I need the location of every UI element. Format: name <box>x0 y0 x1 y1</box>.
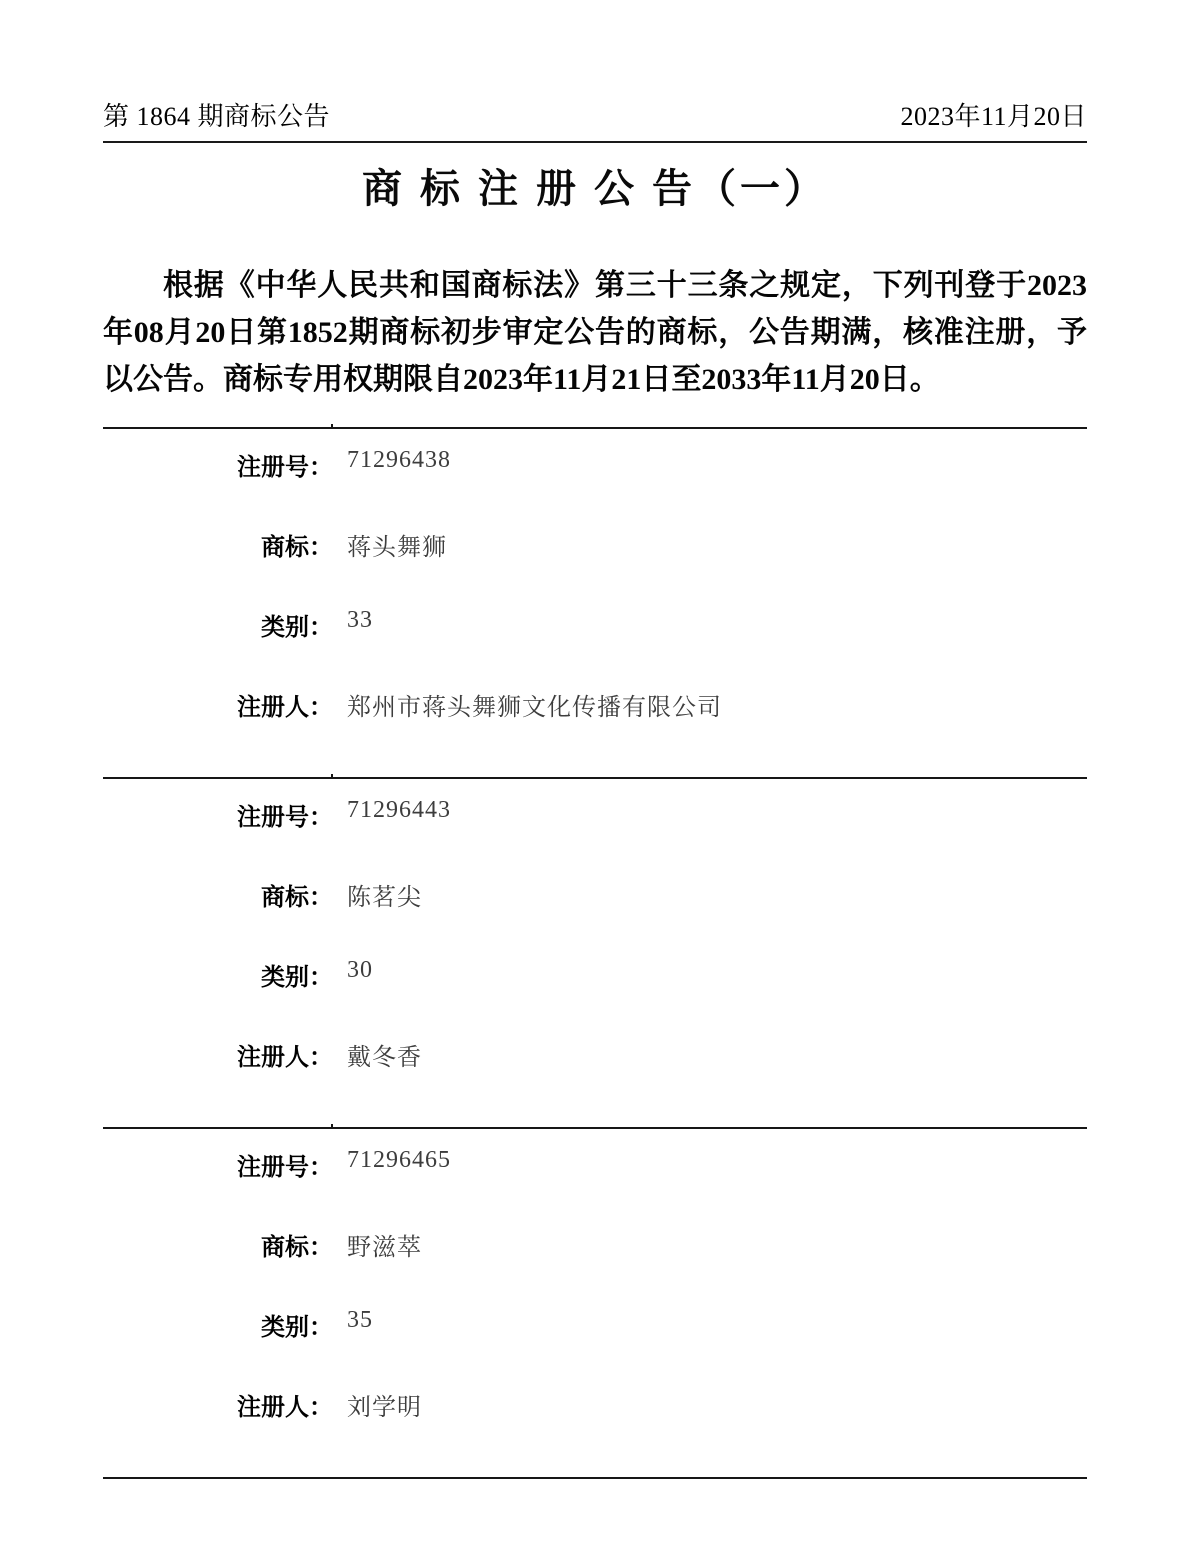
registrant-row <box>103 1037 1087 1117</box>
trademark-entries <box>103 427 1087 1479</box>
class-label: 类别： <box>261 1315 333 1341</box>
registration-number-row <box>103 797 1087 877</box>
class-row <box>103 607 1087 687</box>
registrant-label: 注册人： <box>237 695 333 721</box>
trademark-name-row <box>103 877 1087 957</box>
trademark-name-label: 商标： <box>261 885 333 911</box>
trademark-name-label: 商标： <box>261 535 333 561</box>
header-divider <box>103 141 1087 143</box>
registrant-value: 刘学明 <box>347 1395 422 1421</box>
trademark-entry <box>103 427 1087 777</box>
registrant-label: 注册人： <box>237 1395 333 1421</box>
registrant-label: 注册人： <box>237 1045 333 1071</box>
class-label: 类别： <box>261 965 333 991</box>
class-value: 30 <box>347 957 373 983</box>
issue-number: 第 1864 期商标公告 <box>103 102 331 131</box>
class-label: 类别： <box>261 615 333 641</box>
class-row <box>103 1307 1087 1387</box>
bottom-divider <box>103 1477 1087 1479</box>
class-row <box>103 957 1087 1037</box>
registration-number-label: 注册号： <box>237 1155 333 1181</box>
class-value: 33 <box>347 607 373 633</box>
page-title: 商 标 注 册 公 告（一） <box>362 166 828 211</box>
registrant-value: 郑州市蒋头舞狮文化传播有限公司 <box>347 695 722 721</box>
trademark-entry <box>103 1127 1087 1477</box>
trademark-name-value: 野滋萃 <box>347 1235 422 1261</box>
registration-number-value: 71296443 <box>347 797 451 823</box>
registration-number-value: 71296438 <box>347 447 451 473</box>
registration-number-label: 注册号： <box>237 455 333 481</box>
publication-date: 2023年11月20日 <box>900 102 1087 131</box>
registration-number-value: 71296465 <box>347 1147 451 1173</box>
class-value: 35 <box>347 1307 373 1333</box>
trademark-name-label: 商标： <box>261 1235 333 1261</box>
trademark-name-row <box>103 1227 1087 1307</box>
registrant-row <box>103 687 1087 767</box>
running-header <box>103 96 1087 141</box>
trademark-name-value: 蒋头舞狮 <box>347 535 447 561</box>
registration-number-label: 注册号： <box>237 805 333 831</box>
registration-number-row <box>103 447 1087 527</box>
trademark-name-row <box>103 527 1087 607</box>
trademark-name-value: 陈茗尖 <box>347 885 422 911</box>
registrant-row <box>103 1387 1087 1467</box>
registration-number-row <box>103 1147 1087 1227</box>
registrant-value: 戴冬香 <box>347 1045 422 1071</box>
trademark-entry <box>103 777 1087 1127</box>
intro-paragraph: 根据《中华人民共和国商标法》第三十三条之规定，下列刊登于2023年08月20日第1852期商标初步审定公告的商标，公告期满，核准注册，予以公告。商标专用权期限自2023年11月21日至2033年11月20日。 <box>103 269 1087 396</box>
